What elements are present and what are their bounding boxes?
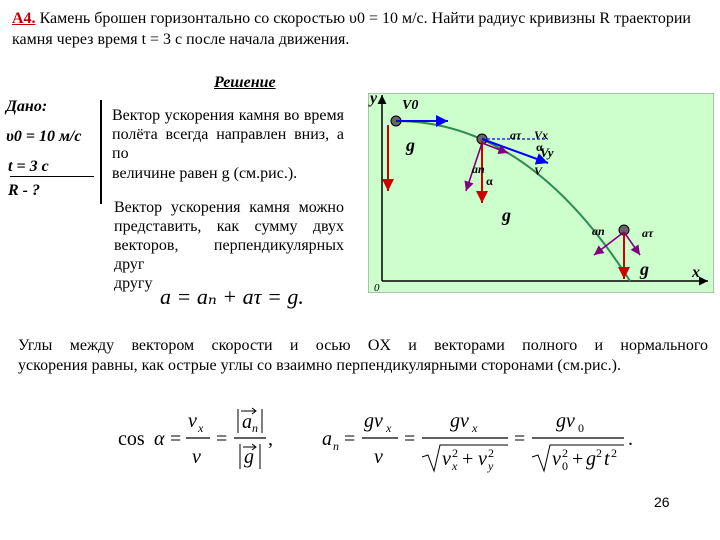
svg-text:=: = (514, 428, 526, 450)
svg-text:v: v (478, 448, 487, 470)
given-unknown: R - ? (8, 182, 40, 199)
svg-text:v: v (374, 446, 383, 468)
paragraph-angles-line2: ускорения равны, как острые углы со взаимно перпендикулярными сторонами (см.рис.). (18, 357, 621, 374)
svg-text:2: 2 (488, 446, 494, 460)
svg-text:=: = (344, 428, 356, 450)
svg-text:gv: gv (556, 410, 575, 432)
vy-label: Vy (540, 145, 554, 160)
svg-text:y: y (488, 459, 494, 473)
svg-text:x: x (386, 421, 392, 435)
svg-text:gv: gv (364, 410, 383, 432)
problem-text: Камень брошен горизонтально со скоростью υ0 = 10 м/с. Найти радиус кривизны R траектории камня через время t = 3 с после начала движения. (12, 10, 691, 48)
svg-text:cos: cos (118, 428, 145, 450)
svg-text:+: + (572, 448, 584, 470)
svg-text:.: . (628, 428, 633, 450)
given-title: Дано: (6, 98, 48, 115)
problem-number: A4. (12, 10, 36, 27)
svg-text:x: x (452, 459, 458, 473)
x-axis-label: x (692, 264, 700, 281)
svg-text:0: 0 (578, 421, 584, 435)
given-divider (10, 176, 94, 177)
given-time: t = 3 с (8, 158, 49, 175)
an-label-2: an (592, 224, 605, 238)
given-separator (100, 100, 102, 204)
svg-text:x: x (472, 421, 478, 435)
svg-text:=: = (216, 428, 228, 450)
v0-label: V0 (402, 98, 419, 113)
svg-text:=: = (170, 428, 182, 450)
g-label-3: g (640, 259, 649, 279)
an-label-1: an (472, 162, 485, 176)
g-label-2: g (502, 205, 511, 225)
svg-text:v: v (442, 448, 451, 470)
problem-statement (12, 8, 712, 50)
given-initial-speed: υ0 = 10 м/с (6, 128, 82, 145)
svg-text:v: v (188, 410, 197, 432)
paragraph-acceleration: Вектор ускорения камня во время полёта всегда направлен вниз, а по (112, 107, 344, 162)
svg-text:gv: gv (450, 410, 469, 432)
v-label: V (534, 164, 543, 178)
svg-text:n: n (252, 421, 258, 435)
svg-text:+: + (462, 448, 474, 470)
alpha-label-1: α (536, 140, 543, 154)
svg-text:,: , (268, 428, 273, 450)
formulas (110, 395, 690, 485)
svg-text:2: 2 (611, 446, 617, 460)
paragraph-angles-line1: Углы между вектором скорости и осью OX и векторами полного и нормального (18, 337, 708, 354)
svg-text:a: a (322, 428, 332, 450)
svg-text:=: = (404, 428, 416, 450)
origin-label: 0 (374, 282, 380, 293)
svg-text:2: 2 (596, 446, 602, 460)
svg-text:t: t (604, 448, 610, 470)
svg-text:v: v (192, 446, 201, 468)
at-label-2: aτ (642, 226, 654, 240)
svg-text:a: a (242, 411, 252, 433)
y-axis-label: y (370, 93, 378, 107)
alpha-label-2: α (486, 174, 493, 188)
trajectory-figure (368, 93, 714, 293)
page-number: 26 (654, 494, 670, 510)
g-label-1: g (406, 135, 415, 155)
vector-equation: a = aₙ + aτ = g. (160, 284, 304, 309)
paragraph-decomposition: Вектор ускорения камня можно представить, как сумму двух векторов, перпендикулярных друг (114, 199, 344, 273)
svg-text:v: v (552, 448, 561, 470)
svg-text:x: x (198, 421, 204, 435)
svg-text:g: g (586, 448, 596, 470)
svg-text:2: 2 (452, 446, 458, 460)
paragraph-acceleration-end: величине равен g (см.рис.). (112, 165, 298, 182)
at-label-1: aτ (510, 128, 522, 142)
paragraph-decomposition-end: другу (114, 275, 153, 292)
solution-title: Решение (214, 74, 276, 91)
svg-text:α: α (154, 428, 165, 450)
vx-label: Vx (534, 128, 549, 142)
svg-text:g: g (244, 446, 254, 468)
svg-text:0: 0 (562, 459, 568, 473)
paragraph-angles (18, 336, 708, 376)
svg-text:2: 2 (562, 446, 568, 460)
svg-text:n: n (333, 439, 339, 453)
